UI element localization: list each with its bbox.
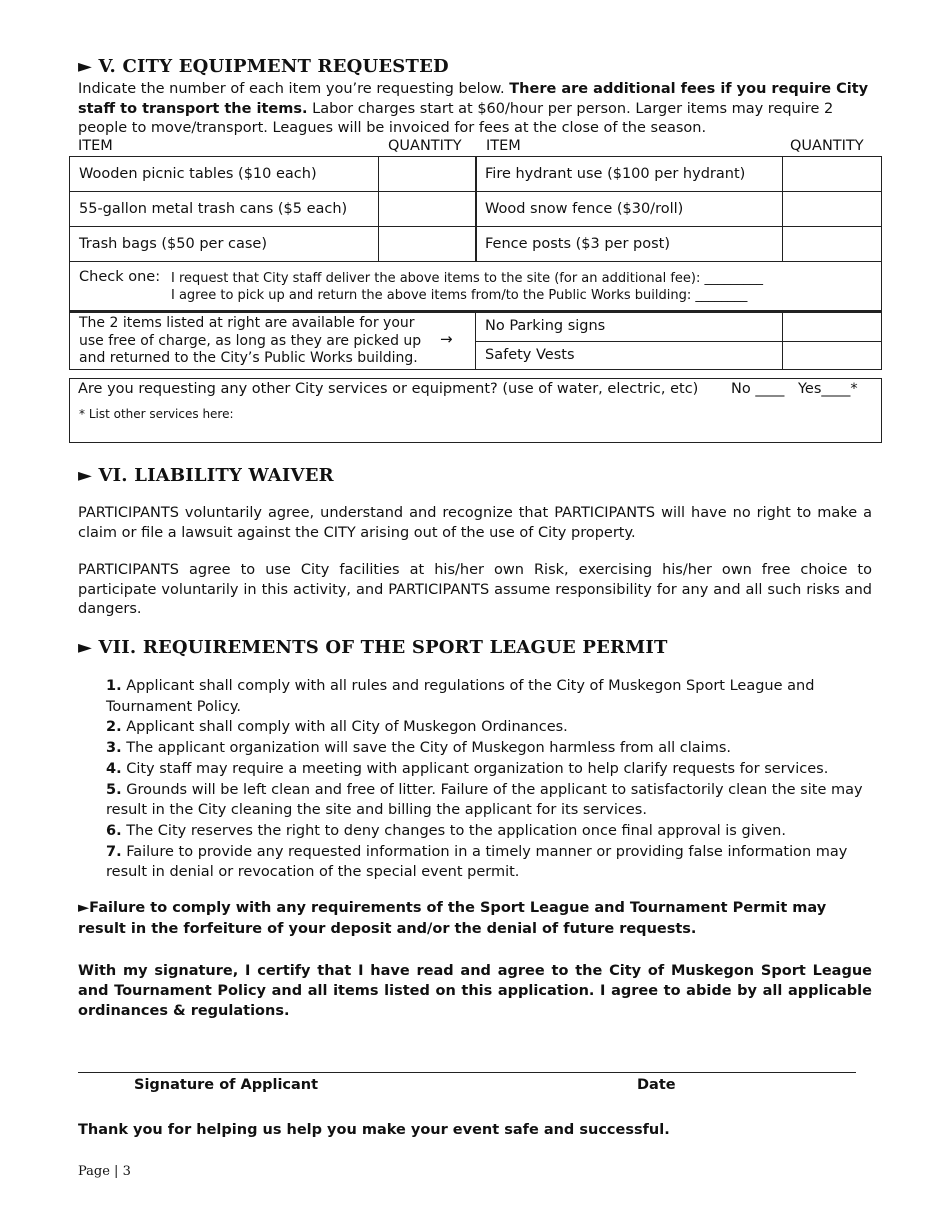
requirement-text: City staff may require a meeting with applicant organization to help clarify requests for services. — [126, 760, 829, 777]
requirement-item — [106, 738, 866, 759]
quantity-field[interactable] — [379, 157, 475, 191]
free-item-label: No Parking signs — [485, 318, 606, 334]
date-label: Date — [637, 1077, 676, 1093]
col-header-quantity-right: QUANTITY — [790, 138, 864, 154]
requirement-item — [106, 780, 866, 821]
col-header-quantity-left: QUANTITY — [388, 138, 462, 154]
col-header-item-left: ITEM — [78, 138, 113, 154]
free-item-label: Safety Vests — [485, 347, 575, 363]
requirement-text: Applicant shall comply with all City of Muskegon Ordinances. — [126, 719, 568, 736]
deliver-option[interactable]: I request that City staff deliver the above items to the site (for an additional fee): _________ — [171, 271, 763, 286]
col-header-item-right: ITEM — [486, 138, 521, 154]
section-5-intro — [78, 80, 873, 139]
requirement-number: 4. — [106, 760, 122, 777]
waiver-paragraph-2: PARTICIPANTS agree to use City facilities at his/her own Risk, exercising his/her own free choice to participate voluntarily in this activity, and PARTICIPANTS assume responsibility for any and all such risks and dangers. — [78, 562, 872, 617]
requirement-number: 6. — [106, 822, 122, 839]
requirement-item — [106, 717, 866, 738]
item-label: Fence posts ($3 per post) — [485, 236, 671, 252]
requirement-text: Applicant shall comply with all rules and regulations of the City of Muskegon Sport League and Tournament Policy. — [106, 678, 815, 715]
quantity-field[interactable] — [783, 312, 881, 341]
section-7-heading: ► VII. REQUIREMENTS OF THE SPORT LEAGUE PERMIT — [78, 637, 668, 658]
intro-bold-text: There are additional fees if you require City staff to transport the items. — [78, 81, 869, 117]
requirement-number: 7. — [106, 843, 122, 860]
requirement-item — [106, 759, 866, 780]
requirement-text: The applicant organization will save the City of Muskegon harmless from all claims. — [126, 740, 731, 757]
requirement-text: The City reserves the right to deny changes to the application once final approval is given. — [126, 822, 786, 839]
quantity-field[interactable] — [379, 227, 475, 261]
item-label: Fire hydrant use ($100 per hydrant) — [485, 166, 746, 182]
requirement-number: 3. — [106, 740, 122, 757]
requirement-number: 5. — [106, 781, 122, 798]
quantity-field[interactable] — [783, 157, 881, 191]
waiver-paragraph-1: PARTICIPANTS voluntarily agree, understand and recognize that PARTICIPANTS will have no right to make a claim or file a lawsuit against the CITY arising out of the use of City property. — [78, 505, 872, 541]
certification-statement: With my signature, I certify that I have read and agree to the City of Muskegon Sport League and Tournament Policy and all items listed on this application. I agree to abide by all applicable ordinances & regulations. — [78, 963, 872, 1019]
other-services-question: Are you requesting any other City services or equipment? (use of water, electric, etc) — [78, 381, 699, 397]
other-services-input[interactable] — [250, 402, 870, 438]
table-row-divider — [69, 226, 882, 227]
requirement-item — [106, 842, 866, 883]
list-other-label: * List other services here: — [79, 407, 234, 421]
quantity-field[interactable] — [379, 192, 475, 226]
quantity-field[interactable] — [783, 342, 881, 369]
item-label: Trash bags ($50 per case) — [79, 236, 268, 252]
item-label: Wooden picnic tables ($10 each) — [79, 166, 317, 182]
yes-option[interactable]: Yes____* — [798, 381, 858, 397]
requirement-number: 1. — [106, 678, 122, 694]
quantity-field[interactable] — [783, 227, 881, 261]
intro-text-2: Labor charges start at $60/hour per person. Larger items may require 2 people to move/transport. Leagues will be invoiced for fees at the close of the season. — [78, 100, 834, 136]
item-label: 55-gallon metal trash cans ($5 each) — [79, 201, 348, 217]
no-option[interactable]: No ____ — [731, 381, 785, 397]
table-row-divider — [69, 191, 882, 192]
table-row-divider — [69, 261, 882, 262]
thank-you-note: Thank you for helping us help you make your event safe and successful. — [78, 1122, 670, 1138]
section-5-heading: ► V. CITY EQUIPMENT REQUESTED — [78, 56, 449, 77]
requirement-text: Failure to provide any requested information in a timely manner or providing false information may result in denial or revocation of the special event permit. — [106, 843, 848, 881]
pickup-option[interactable]: I agree to pick up and return the above items from/to the Public Works building: ________ — [171, 288, 748, 303]
arrow-right-icon: → — [440, 330, 453, 348]
check-one-label: Check one: — [79, 269, 161, 285]
failure-warning: ►Failure to comply with any requirements of the Sport League and Tournament Permit may result in the forfeiture of your deposit and/or the denial of future requests. — [78, 900, 827, 937]
quantity-field[interactable] — [783, 192, 881, 226]
page-number: Page | 3 — [78, 1164, 131, 1179]
requirements-list — [106, 676, 866, 883]
section-6-heading: ► VI. LIABILITY WAIVER — [78, 465, 334, 486]
requirement-text: Grounds will be left clean and free of litter. Failure of the applicant to satisfactorily clean the site may result in the City cleaning the site and billing the applicant for its services. — [106, 781, 863, 819]
signature-label: Signature of Applicant — [134, 1077, 319, 1093]
table-divider — [475, 156, 477, 261]
signature-line[interactable] — [78, 1072, 856, 1073]
requirement-item — [106, 676, 866, 717]
item-label: Wood snow fence ($30/roll) — [485, 201, 684, 217]
free-items-note: The 2 items listed at right are available for your use free of charge, as long as they are picked up and returned to the City’s Public Works building. — [79, 315, 422, 366]
intro-text: Indicate the number of each item you’re requesting below. — [78, 81, 510, 97]
requirement-number: 2. — [106, 719, 122, 736]
requirement-item — [106, 821, 866, 842]
